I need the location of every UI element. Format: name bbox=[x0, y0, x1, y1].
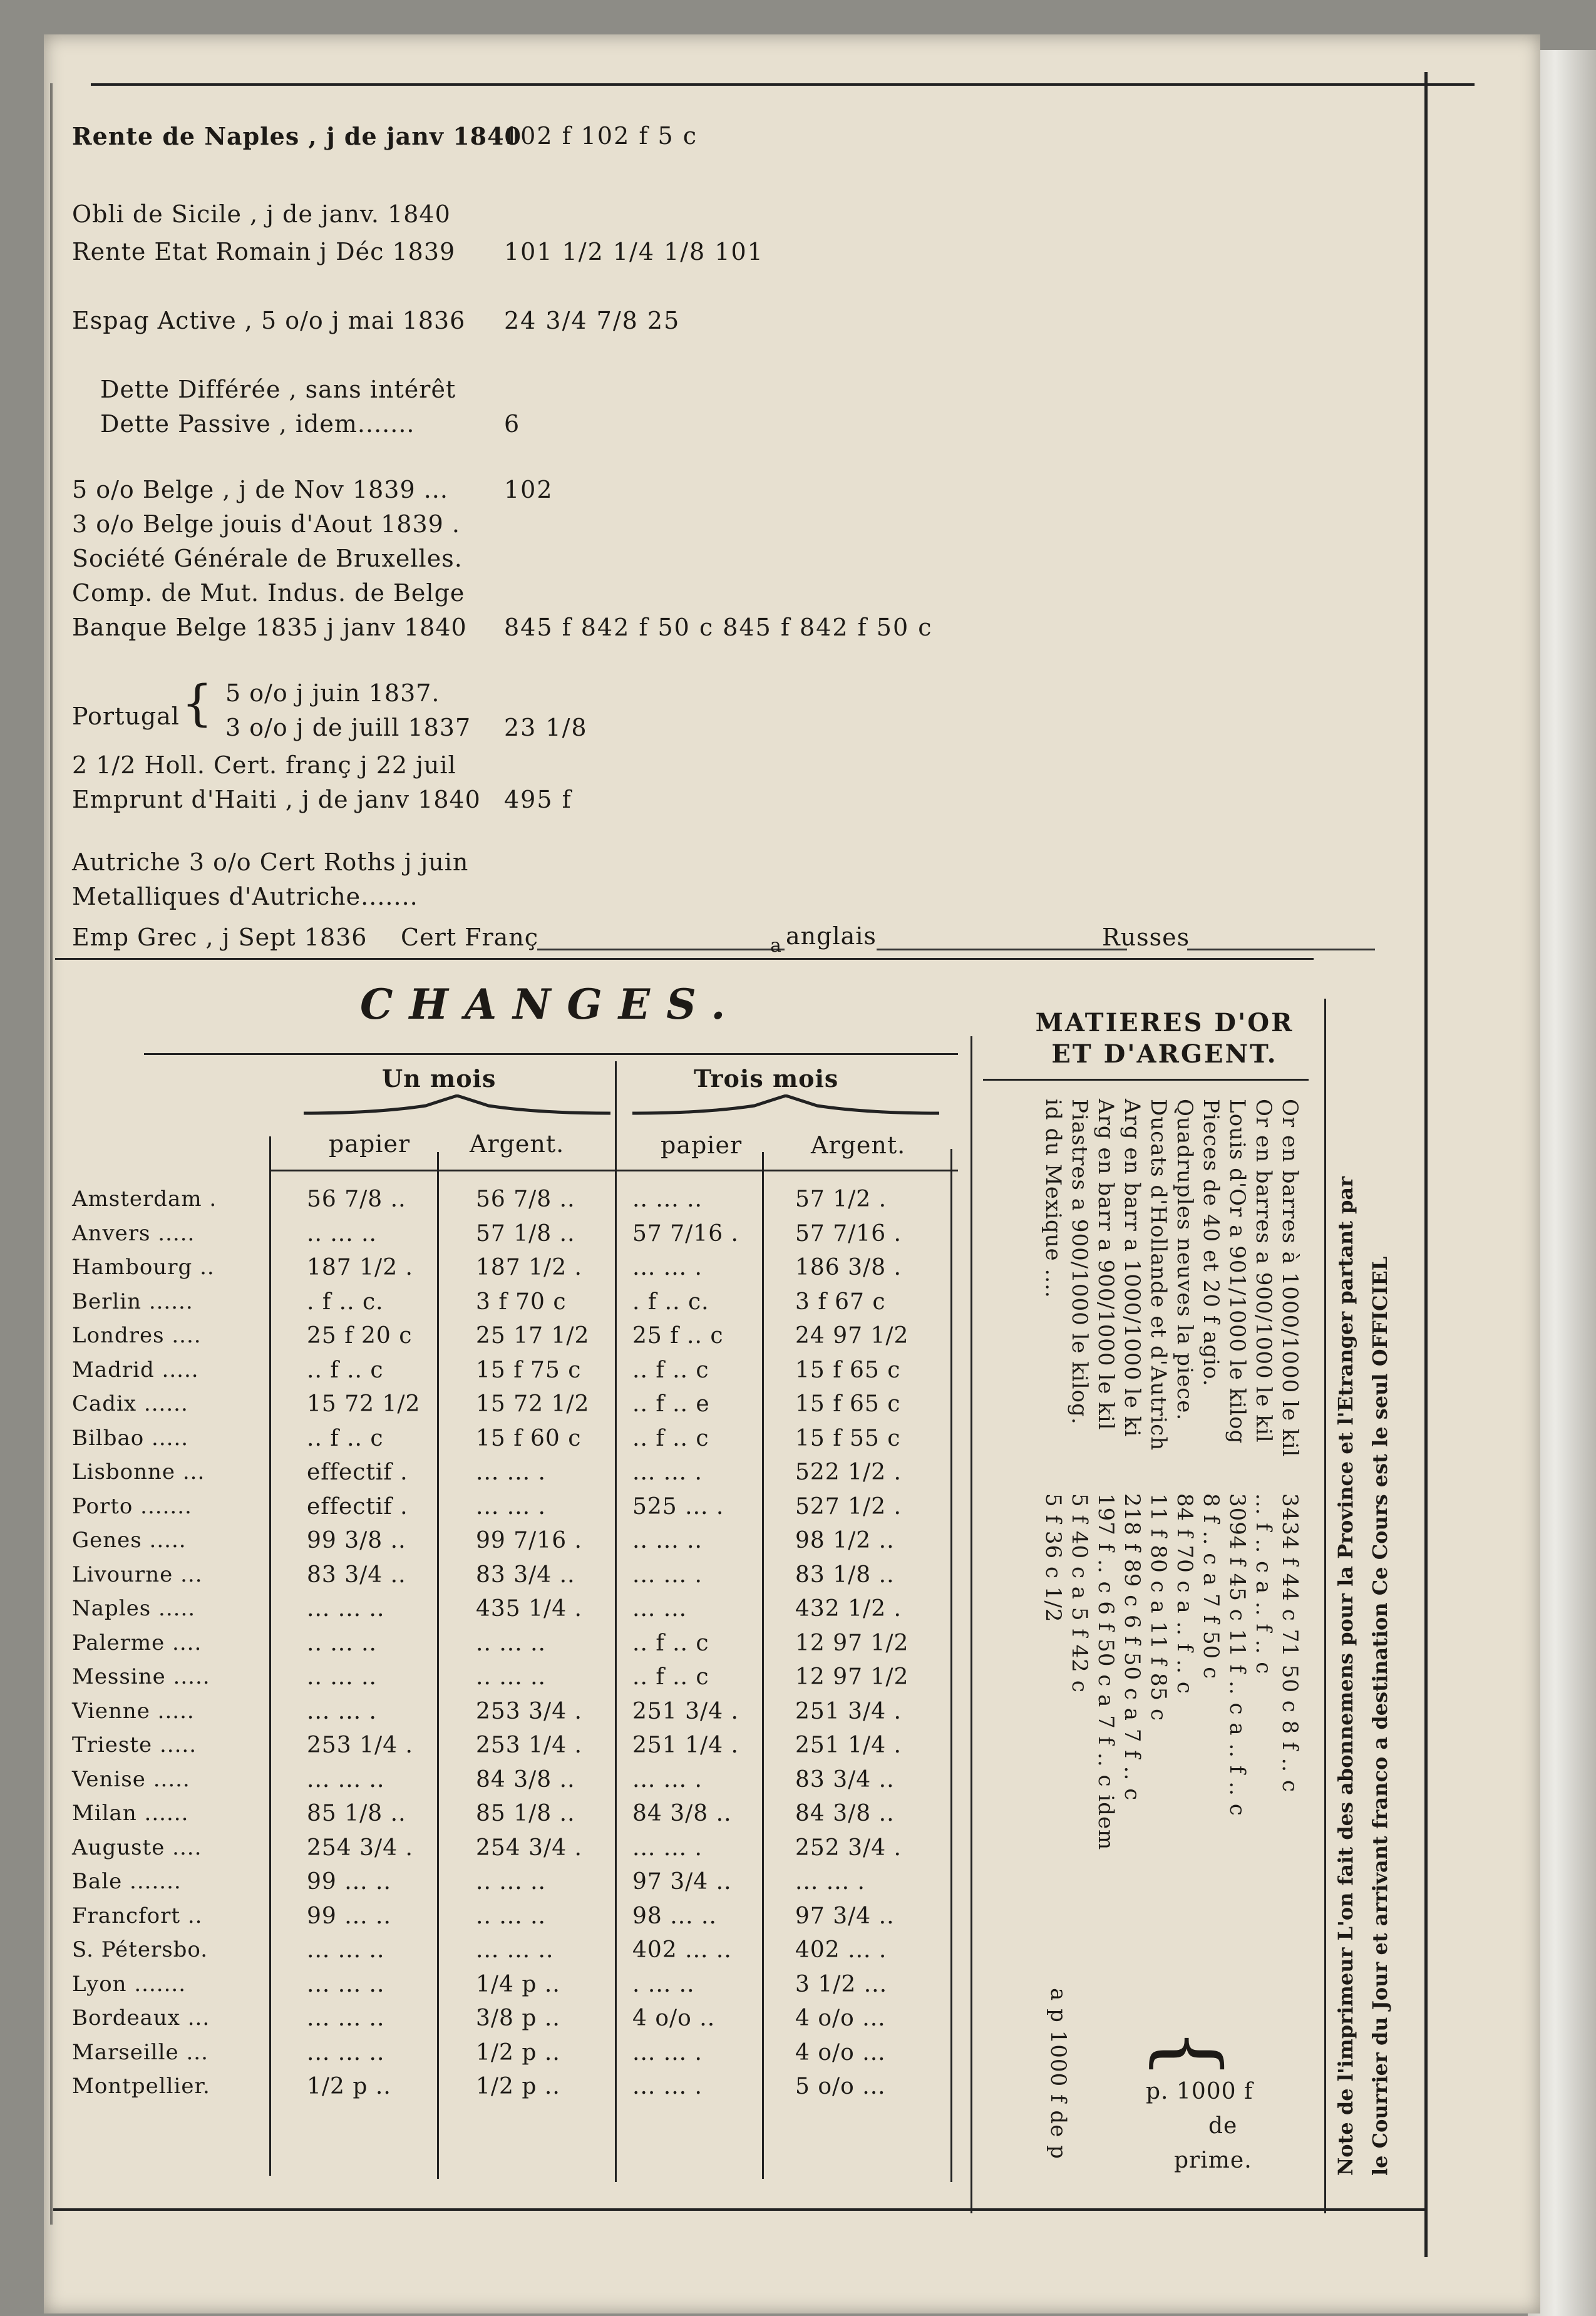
rate-cell: 527 1/2 . bbox=[795, 1493, 902, 1520]
a-p-1000: a p 1000 f de p bbox=[1046, 1988, 1071, 2159]
rate-cell: 99 3/8 .. bbox=[307, 1528, 406, 1553]
fund-value: 24 3/4 7/8 25 bbox=[504, 307, 681, 334]
rate-cell: 402 ... .. bbox=[632, 1937, 732, 1963]
city-name: Madrid ..... bbox=[72, 1357, 199, 1382]
fund-name: Metalliques d'Autriche....... bbox=[72, 883, 418, 910]
rate-cell: 99 7/16 . bbox=[476, 1528, 582, 1553]
rate-cell: .. ... .. bbox=[476, 1630, 546, 1656]
fund-name: 5 o/o Belge , j de Nov 1839 ... bbox=[72, 476, 448, 503]
matiere-value: 8 f .. c a 7 f 50 c bbox=[1198, 1493, 1223, 1680]
cert-franc-label: Cert Franç bbox=[401, 924, 539, 951]
city-name: Lisbonne ... bbox=[72, 1459, 205, 1485]
matieres-title-1: MATIERES D'OR bbox=[1035, 1008, 1294, 1037]
argent-header-1: Argent. bbox=[470, 1130, 565, 1158]
rate-cell: 435 1/4 . bbox=[476, 1596, 582, 1622]
papier-header-3: papier bbox=[661, 1131, 743, 1159]
rate-cell: 251 1/4 . bbox=[795, 1732, 902, 1758]
rate-cell: 251 3/4 . bbox=[632, 1698, 739, 1724]
rate-cell: 83 3/4 .. bbox=[476, 1562, 575, 1588]
rate-cell: ... ... . bbox=[632, 1459, 703, 1485]
matieres-sep bbox=[970, 1036, 972, 2213]
note-sep bbox=[1324, 999, 1326, 2213]
rate-cell: 4 o/o ... bbox=[795, 2005, 886, 2031]
anglais-label: anglais bbox=[786, 922, 877, 950]
matiere-value: 5 f 40 c a 5 f 42 c bbox=[1067, 1493, 1092, 1693]
rate-cell: 57 7/16 . bbox=[795, 1220, 902, 1247]
fund-name: 3 o/o j de juill 1837 bbox=[225, 714, 471, 741]
rate-cell: ... ... .. bbox=[307, 1766, 385, 1793]
rate-cell: . f .. c. bbox=[632, 1289, 709, 1315]
fund-name: Emprunt d'Haiti , j de janv 1840 bbox=[72, 786, 481, 813]
rate-cell: 15 f 55 c bbox=[795, 1425, 901, 1451]
rate-cell: 5 o/o ... bbox=[795, 2074, 886, 2099]
rate-cell: 525 ... . bbox=[632, 1493, 724, 1520]
matiere-value: 3094 f 45 c 11 f .. c a .. f .. c bbox=[1225, 1493, 1250, 1816]
un-mois-header: Un mois bbox=[382, 1064, 497, 1093]
city-name: Venise ..... bbox=[72, 1766, 190, 1792]
rate-cell: ... ... .. bbox=[307, 2005, 385, 2031]
rate-cell: .. f .. e bbox=[632, 1391, 710, 1417]
rate-cell: 15 f 75 c bbox=[476, 1357, 582, 1383]
rate-cell: .. ... .. bbox=[632, 1186, 703, 1212]
city-name: Genes ..... bbox=[72, 1528, 187, 1553]
city-name: Montpellier. bbox=[72, 2074, 210, 2099]
rate-cell: 15 f 65 c bbox=[795, 1391, 901, 1417]
rate-cell: 25 f 20 c bbox=[307, 1323, 413, 1349]
left-rule bbox=[50, 83, 53, 2225]
rate-cell: 83 3/4 .. bbox=[307, 1562, 406, 1588]
rate-cell: 402 ... . bbox=[795, 1937, 887, 1963]
rate-cell: 98 1/2 .. bbox=[795, 1528, 895, 1553]
rate-cell: 522 1/2 . bbox=[795, 1459, 902, 1485]
city-name: Naples ..... bbox=[72, 1596, 196, 1621]
rate-cell: 84 3/8 .. bbox=[632, 1801, 732, 1826]
rate-cell: 84 3/8 .. bbox=[795, 1801, 895, 1826]
rate-cell: 15 f 60 c bbox=[476, 1425, 582, 1451]
city-name: Hambourg .. bbox=[72, 1255, 215, 1280]
fund-name: 2 1/2 Holl. Cert. franç j 22 juil bbox=[72, 751, 456, 779]
matiere-value: 218 f 89 c 6 f 50 c a 7 f .. c bbox=[1120, 1493, 1145, 1801]
rate-cell: 85 1/8 .. bbox=[476, 1801, 575, 1826]
trois-mois-header: Trois mois bbox=[694, 1064, 839, 1093]
rate-cell: .. ... .. bbox=[476, 1869, 546, 1895]
rate-cell: 57 1/2 . bbox=[795, 1186, 887, 1212]
rate-cell: .. ... .. bbox=[632, 1528, 703, 1553]
matiere-label: Louis d'Or a 901/1000 le kilog bbox=[1225, 1099, 1250, 1444]
fund-name: Rente de Naples , j de janv 1840 bbox=[72, 122, 522, 150]
rate-cell: 3 f 70 c bbox=[476, 1289, 567, 1315]
grec-dash-3 bbox=[1187, 949, 1375, 950]
col-header-rule bbox=[269, 1170, 958, 1171]
city-name: Palerme .... bbox=[72, 1630, 202, 1655]
matiere-value: 197 f .. c 6 f 50 c a 7 f .. c idem bbox=[1093, 1493, 1118, 1851]
rate-cell: ... ... bbox=[632, 1596, 687, 1622]
fund-name: Obli de Sicile , j de janv. 1840 bbox=[72, 200, 451, 228]
city-name: Amsterdam . bbox=[72, 1186, 217, 1212]
rate-cell: effectif . bbox=[307, 1493, 408, 1520]
rate-cell: 253 1/4 . bbox=[307, 1732, 413, 1758]
rate-cell: ... ... . bbox=[632, 1835, 703, 1861]
grec-dash-1 bbox=[537, 949, 785, 950]
prime-line-2: de bbox=[1208, 2113, 1238, 2139]
rate-cell: ... ... . bbox=[476, 1493, 546, 1520]
un-mois-brace bbox=[301, 1094, 614, 1119]
rate-cell: 254 3/4 . bbox=[476, 1835, 582, 1861]
prime-line-3: prime. bbox=[1174, 2148, 1252, 2173]
rate-cell: 57 1/8 .. bbox=[476, 1220, 575, 1247]
rate-cell: . ... .. bbox=[632, 1971, 695, 1997]
fund-name: 5 o/o j juin 1837. bbox=[225, 679, 440, 707]
matiere-label: Piastres a 900/1000 le kilog. bbox=[1067, 1099, 1092, 1425]
fund-name: 3 o/o Belge jouis d'Aout 1839 . bbox=[72, 510, 460, 538]
rate-cell: .. f .. c bbox=[632, 1425, 709, 1451]
col-sep-4 bbox=[950, 1149, 952, 2182]
fund-name: Autriche 3 o/o Cert Roths j juin bbox=[72, 848, 469, 876]
fund-value: 102 bbox=[504, 476, 553, 503]
fund-name: Rente Etat Romain j Déc 1839 bbox=[72, 238, 456, 265]
city-name: Anvers ..... bbox=[72, 1220, 195, 1246]
matiere-label: Pieces de 40 et 20 f agio. bbox=[1198, 1099, 1223, 1387]
rate-cell: .. ... .. bbox=[307, 1664, 377, 1690]
rate-cell: 84 3/8 .. bbox=[476, 1766, 575, 1793]
portugal-label: Portugal bbox=[72, 703, 180, 730]
city-name: Trieste ..... bbox=[72, 1732, 197, 1758]
fund-value: 6 bbox=[504, 410, 521, 438]
rate-cell: 24 97 1/2 bbox=[795, 1323, 909, 1349]
matieres-brace: { bbox=[1143, 2027, 1238, 2080]
fund-value: 23 1/8 bbox=[504, 714, 588, 741]
matiere-label: Arg en barr a 900/1000 le kil bbox=[1093, 1099, 1118, 1431]
prime-line-1: p. 1000 f bbox=[1146, 2079, 1254, 2104]
rate-cell: .. f .. c bbox=[632, 1664, 709, 1690]
rate-cell: 3 f 67 c bbox=[795, 1289, 886, 1315]
fund-name: Société Générale de Bruxelles. bbox=[72, 545, 463, 572]
portugal-brace: { bbox=[182, 676, 213, 732]
city-name: Francfort .. bbox=[72, 1903, 203, 1928]
col-sep-2 bbox=[615, 1061, 617, 2182]
bottom-rule bbox=[53, 2208, 1428, 2211]
fund-name: Banque Belge 1835 j janv 1840 bbox=[72, 614, 467, 641]
rate-cell: .. ... .. bbox=[476, 1664, 546, 1690]
trois-mois-brace bbox=[629, 1094, 942, 1119]
city-name: Bilbao ..... bbox=[72, 1425, 189, 1451]
fund-value: 102 f 102 f 5 c bbox=[504, 122, 698, 150]
rate-cell: 12 97 1/2 bbox=[795, 1630, 909, 1656]
rate-cell: ... ... . bbox=[307, 1698, 377, 1724]
matiere-value: ... f .. c a .. f .. c bbox=[1251, 1493, 1276, 1675]
rate-cell: 3 1/2 ... bbox=[795, 1971, 888, 1997]
rate-cell: .. ... .. bbox=[476, 1903, 546, 1929]
rate-cell: 85 1/8 .. bbox=[307, 1801, 406, 1826]
section-rule bbox=[55, 958, 1314, 960]
rate-cell: 4 o/o .. bbox=[632, 2005, 716, 2031]
col-sep-3 bbox=[762, 1152, 764, 2179]
rate-cell: 99 ... .. bbox=[307, 1903, 391, 1929]
rate-cell: 57 7/16 . bbox=[632, 1220, 739, 1247]
rate-cell: 83 3/4 .. bbox=[795, 1766, 895, 1793]
fund-name: Comp. de Mut. Indus. de Belge bbox=[72, 579, 465, 607]
city-name: Berlin ...... bbox=[72, 1289, 193, 1314]
fund-name: Dette Différée , sans intérêt bbox=[100, 376, 456, 403]
russes-label: Russes bbox=[1102, 924, 1190, 951]
rate-cell: 187 1/2 . bbox=[476, 1255, 582, 1280]
fund-value: 495 f bbox=[504, 786, 572, 813]
matiere-label: Quadruples neuves la piece. bbox=[1172, 1099, 1197, 1421]
matieres-title-2: ET D'ARGENT. bbox=[1051, 1039, 1278, 1069]
rate-cell: 15 72 1/2 bbox=[307, 1391, 421, 1417]
fund-value: 101 1/2 1/4 1/8 101 bbox=[504, 238, 764, 265]
rate-cell: ... ... .. bbox=[307, 1596, 385, 1622]
rate-cell: ... ... .. bbox=[307, 1971, 385, 1997]
rate-cell: 15 72 1/2 bbox=[476, 1391, 590, 1417]
rate-cell: 25 f .. c bbox=[632, 1323, 724, 1349]
city-name: Cadix ...... bbox=[72, 1391, 188, 1416]
city-name: Livourne ... bbox=[72, 1562, 203, 1587]
rate-cell: 15 f 65 c bbox=[795, 1357, 901, 1383]
rate-cell: 83 1/8 .. bbox=[795, 1562, 895, 1588]
note-line-2: le Courrier du Jour et arrivant franco a destination Ce Cours est le seul OFFICIEL bbox=[1368, 1256, 1392, 2176]
rate-cell: 97 3/4 .. bbox=[795, 1903, 895, 1929]
city-name: Bale ....... bbox=[72, 1869, 182, 1894]
rate-cell: ... ... . bbox=[632, 2074, 703, 2099]
rate-cell: . f .. c. bbox=[307, 1289, 384, 1315]
rate-cell: 1/2 p .. bbox=[476, 2074, 560, 2099]
rate-cell: .. f .. c bbox=[307, 1357, 384, 1383]
fund-name: Espag Active , 5 o/o j mai 1836 bbox=[72, 307, 466, 334]
matiere-value: 84 f 70 c a .. f .. c bbox=[1172, 1493, 1197, 1694]
city-name: Lyon ....... bbox=[72, 1971, 187, 1997]
fund-name: Dette Passive , idem....... bbox=[100, 410, 415, 438]
city-name: S. Pétersbo. bbox=[72, 1937, 209, 1962]
rate-cell: 187 1/2 . bbox=[307, 1255, 413, 1280]
rate-cell: 56 7/8 .. bbox=[307, 1186, 406, 1212]
city-name: Marseille ... bbox=[72, 2039, 209, 2065]
rate-cell: 3/8 p .. bbox=[476, 2005, 560, 2031]
matiere-label: Ducats d'Hollande et d'Autrich bbox=[1146, 1099, 1171, 1451]
rate-cell: .. ... .. bbox=[307, 1220, 377, 1247]
city-name: Vienne ..... bbox=[72, 1698, 195, 1724]
rate-cell: ... ... . bbox=[632, 1562, 703, 1588]
matiere-value: 3434 f 44 c 71 50 c 8 f .. c bbox=[1277, 1493, 1302, 1793]
note-line-1: Note de l'imprimeur L'on fait des abonnemens pour la Province et l'Etranger partant par bbox=[1334, 1176, 1357, 2176]
matiere-value: 5 f 36 c 1/2 bbox=[1041, 1493, 1066, 1623]
rate-cell: 254 3/4 . bbox=[307, 1835, 413, 1861]
changes-title: CHANGES. bbox=[360, 980, 742, 1029]
rate-cell: .. f .. c bbox=[632, 1357, 709, 1383]
top-rule bbox=[91, 83, 1475, 86]
rate-cell: .. ... .. bbox=[307, 1630, 377, 1656]
city-name: Porto ....... bbox=[72, 1493, 192, 1519]
fund-value: 845 f 842 f 50 c 845 f 842 f 50 c bbox=[504, 614, 933, 641]
matieres-title-rule bbox=[983, 1079, 1309, 1081]
papier-header-1: papier bbox=[329, 1130, 411, 1158]
rate-cell: 251 3/4 . bbox=[795, 1698, 902, 1724]
matiere-label: Arg en barr a 1000/1000 le ki bbox=[1120, 1099, 1145, 1438]
rate-cell: ... ... . bbox=[632, 1255, 703, 1280]
rate-cell: 251 1/4 . bbox=[632, 1732, 739, 1758]
rate-cell: .. f .. c bbox=[307, 1425, 384, 1451]
rate-cell: 253 1/4 . bbox=[476, 1732, 582, 1758]
col-sep-1 bbox=[437, 1152, 439, 2179]
changes-under-rule bbox=[144, 1053, 958, 1055]
right-rule bbox=[1424, 72, 1428, 2257]
rate-cell: 12 97 1/2 bbox=[795, 1664, 909, 1690]
rate-cell: 252 3/4 . bbox=[795, 1835, 902, 1861]
grec-dash-2 bbox=[877, 949, 1127, 950]
rate-cell: .. f .. c bbox=[632, 1630, 709, 1656]
rate-cell: effectif . bbox=[307, 1459, 408, 1485]
rate-cell: 432 1/2 . bbox=[795, 1596, 902, 1622]
matiere-label: Or en barres à 1000/1000 le kil bbox=[1277, 1099, 1302, 1458]
rate-cell: 1/2 p .. bbox=[476, 2039, 560, 2066]
matiere-label: id du Mexique .... bbox=[1041, 1099, 1066, 1299]
a-label: a bbox=[770, 935, 782, 957]
matiere-label: Or en barres a 900/1000 le kil bbox=[1251, 1099, 1276, 1443]
rate-cell: ... ... . bbox=[476, 1459, 546, 1485]
city-name: Londres .... bbox=[72, 1323, 202, 1348]
rate-cell: 4 o/o ... bbox=[795, 2039, 886, 2066]
rate-cell: ... ... .. bbox=[307, 2039, 385, 2066]
argent-header-3: Argent. bbox=[811, 1131, 906, 1159]
city-name: Bordeaux ... bbox=[72, 2005, 210, 2030]
city-name: Messine ..... bbox=[72, 1664, 210, 1689]
city-name: Milan ...... bbox=[72, 1801, 189, 1826]
rate-cell: 99 ... .. bbox=[307, 1869, 391, 1895]
rate-cell: ... ... .. bbox=[307, 1937, 385, 1963]
rate-cell: ... ... . bbox=[795, 1869, 865, 1895]
rate-cell: 1/2 p .. bbox=[307, 2074, 391, 2099]
rate-cell: ... ... .. bbox=[476, 1937, 554, 1963]
rate-cell: 1/4 p .. bbox=[476, 1971, 560, 1997]
col-sep-0 bbox=[269, 1136, 271, 2176]
rate-cell: 97 3/4 .. bbox=[632, 1869, 732, 1895]
rate-cell: 253 3/4 . bbox=[476, 1698, 582, 1724]
matiere-value: 11 f 80 c a 11 f 85 c bbox=[1146, 1493, 1171, 1722]
rate-cell: ... ... . bbox=[632, 2039, 703, 2066]
rate-cell: 56 7/8 .. bbox=[476, 1186, 575, 1212]
city-name: Auguste .... bbox=[72, 1835, 202, 1860]
rate-cell: ... ... . bbox=[632, 1766, 703, 1793]
rate-cell: 186 3/8 . bbox=[795, 1255, 902, 1280]
rate-cell: 98 ... .. bbox=[632, 1903, 717, 1929]
newspaper-page bbox=[44, 34, 1540, 2313]
rate-cell: 25 17 1/2 bbox=[476, 1323, 590, 1349]
fund-name: Emp Grec , j Sept 1836 bbox=[72, 924, 368, 951]
